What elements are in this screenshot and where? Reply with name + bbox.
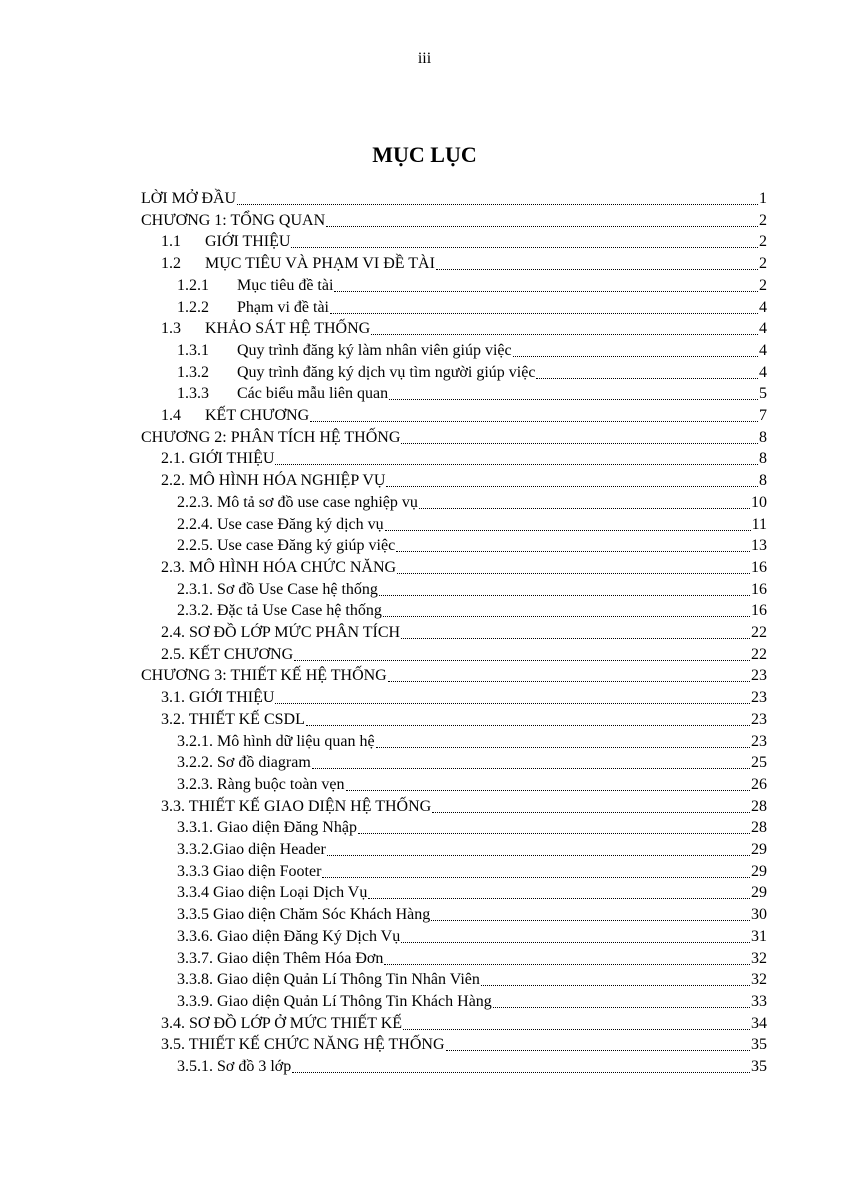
- toc-dot-leader: [388, 680, 750, 682]
- toc-entry[interactable]: [141, 210, 767, 231]
- toc-entry-label: 3.3.6. Giao diện Đăng Ký Dịch Vụ: [177, 927, 401, 945]
- toc-entry-page: 23: [751, 710, 767, 728]
- toc-entry-label: 3.3.9. Giao diện Quản Lí Thông Tin Khách Hàng: [177, 992, 492, 1010]
- toc-entry-number: 1.3.1: [177, 341, 209, 359]
- toc-entry-page: 16: [751, 602, 767, 620]
- toc-dot-leader: [385, 529, 751, 531]
- toc-entry-page: 2: [759, 211, 767, 229]
- toc-entry-page: 8: [759, 450, 767, 468]
- toc-entry-page: 8: [759, 472, 767, 490]
- toc-entry-label: 2.2. MÔ HÌNH HÓA NGHIỆP VỤ: [161, 472, 386, 490]
- toc-entry-number: 1.3.3: [177, 385, 209, 403]
- toc-entry[interactable]: [161, 231, 767, 252]
- page-number: iii: [417, 50, 432, 67]
- toc-entry-page: 8: [759, 428, 767, 446]
- toc-entry-page: 25: [751, 754, 767, 772]
- toc-dot-leader: [291, 246, 758, 248]
- toc-entry-label: Quy trình đăng ký làm nhân viên giúp việc: [237, 341, 512, 359]
- toc-entry-page: 22: [751, 624, 767, 641]
- toc-entry-label: 3.4. SƠ ĐỒ LỚP Ở MỨC THIẾT KẾ: [161, 1014, 403, 1032]
- toc-entry[interactable]: [177, 492, 767, 513]
- toc-entry[interactable]: [161, 253, 767, 274]
- toc-entry-label: Phạm vi đề tài: [237, 298, 329, 316]
- toc-entry-label: 3.2.2. Sơ đồ diagram: [177, 754, 311, 772]
- toc-entry-page: 23: [751, 732, 767, 750]
- toc-entry-page: 31: [751, 927, 767, 945]
- toc-dot-leader: [436, 268, 758, 270]
- toc-dot-leader: [358, 832, 750, 834]
- toc-entry-label: MỤC TIÊU VÀ PHẠM VI ĐỀ TÀI: [205, 255, 435, 273]
- toc-entry[interactable]: [177, 861, 767, 882]
- toc-entry-label: 2.2.4. Use case Đăng ký dịch vụ: [177, 515, 384, 533]
- toc-entry-label: 3.3.4 Giao diện Loại Dịch Vụ: [177, 884, 368, 902]
- toc-dot-leader: [493, 1006, 750, 1008]
- toc-entry-label: 3.2.1. Mô hình dữ liệu quan hệ: [177, 732, 375, 750]
- toc-dot-leader: [292, 1071, 750, 1073]
- toc-entry-label: Quy trình đăng ký dịch vụ tìm người giúp việc: [237, 363, 536, 381]
- toc-entry[interactable]: [177, 275, 767, 296]
- toc-dot-leader: [403, 1028, 750, 1030]
- toc-entry-page: 2: [759, 233, 767, 251]
- toc-entry-label: 3.3.7. Giao diện Thêm Hóa Đơn: [177, 949, 384, 967]
- toc-entry-page: 29: [751, 841, 767, 858]
- toc-entry-page: 35: [751, 1058, 767, 1075]
- toc-entry-label: 2.4. SƠ ĐỒ LỚP MỨC PHÂN TÍCH: [161, 624, 401, 641]
- toc-dot-leader: [401, 637, 750, 639]
- toc-entry-label: 2.3. MÔ HÌNH HÓA CHỨC NĂNG: [161, 558, 397, 576]
- toc-entry[interactable]: [161, 318, 767, 339]
- toc-dot-leader: [401, 941, 750, 943]
- toc-dot-leader: [432, 811, 750, 813]
- toc-entry[interactable]: [141, 665, 767, 686]
- toc-dot-leader: [346, 789, 750, 791]
- toc-dot-leader: [330, 312, 758, 314]
- toc-entry-label: 3.3.1. Giao diện Đăng Nhập: [177, 819, 357, 837]
- toc-entry-page: 34: [751, 1014, 767, 1032]
- toc-entry-page: 32: [751, 949, 767, 967]
- toc-entry-page: 32: [751, 971, 767, 989]
- toc-entry-label: 2.2.3. Mô tả sơ đồ use case nghiệp vụ: [177, 493, 418, 511]
- toc-entry-number: 1.3: [161, 320, 181, 338]
- toc-entry[interactable]: [177, 904, 767, 925]
- toc-dot-leader: [306, 724, 750, 726]
- toc-dot-leader: [384, 963, 750, 965]
- toc-entry-page: 33: [751, 992, 767, 1010]
- toc-entry[interactable]: [161, 687, 767, 708]
- toc-dot-leader: [326, 225, 758, 227]
- toc-entry-page: 10: [751, 493, 767, 511]
- toc-entry-label: 3.3. THIẾT KẾ GIAO DIỆN HỆ THỐNG: [161, 797, 432, 815]
- toc-entry-label: 2.3.2. Đặc tả Use Case hệ thống: [177, 602, 382, 620]
- toc-dot-leader: [383, 615, 750, 617]
- toc-entry[interactable]: [141, 188, 767, 209]
- toc-dot-leader: [379, 594, 750, 596]
- toc-dot-leader: [371, 333, 758, 335]
- toc-entry-page: 29: [751, 884, 767, 902]
- toc-entry-page: 5: [759, 385, 767, 403]
- toc-dot-leader: [376, 746, 750, 748]
- toc-dot-leader: [368, 897, 750, 899]
- toc-entry-label: KHẢO SÁT HỆ THỐNG: [205, 320, 371, 338]
- toc-entry[interactable]: [177, 839, 767, 860]
- toc-entry-page: 16: [751, 558, 767, 576]
- toc-entry[interactable]: [177, 600, 767, 621]
- toc-entry-page: 2: [759, 255, 767, 273]
- toc-entry[interactable]: [177, 340, 767, 361]
- toc-entry[interactable]: [161, 405, 767, 426]
- toc-entry-page: 4: [759, 341, 767, 359]
- toc-dot-leader: [396, 550, 750, 552]
- toc-entry[interactable]: [177, 969, 767, 990]
- toc-entry-page: 13: [751, 537, 767, 555]
- toc-entry[interactable]: [161, 796, 767, 817]
- toc-dot-leader: [481, 984, 750, 986]
- toc-entry[interactable]: [177, 731, 767, 752]
- toc-dot-leader: [446, 1049, 750, 1051]
- toc-entry-page: 28: [751, 819, 767, 837]
- toc-entry[interactable]: [161, 557, 767, 578]
- toc-entry-page: 16: [751, 580, 767, 598]
- toc-entry-number: 1.2.2: [177, 298, 209, 316]
- toc-entry-label: CHƯƠNG 1: TỔNG QUAN: [141, 211, 326, 229]
- toc-entry-label: 3.2. THIẾT KẾ CSDL: [161, 710, 305, 728]
- toc-entry-label: KẾT CHƯƠNG: [205, 407, 310, 424]
- toc-entry-page: 23: [751, 689, 767, 707]
- toc-entry-page: 23: [751, 667, 767, 685]
- toc-entry-label: GIỚI THIỆU: [205, 233, 291, 251]
- toc-entry-page: 1: [759, 190, 767, 207]
- toc-dot-leader: [334, 290, 758, 292]
- toc-entry-page: 26: [751, 775, 767, 793]
- toc-dot-leader: [389, 398, 758, 400]
- toc-entry-page: 4: [759, 320, 767, 338]
- toc-entry-number: 1.2: [161, 255, 181, 273]
- toc-entry-label: Mục tiêu đề tài: [237, 276, 334, 294]
- toc-dot-leader: [275, 463, 758, 465]
- toc-entry[interactable]: [141, 427, 767, 448]
- toc-dot-leader: [322, 876, 750, 878]
- toc-entry[interactable]: [161, 644, 767, 665]
- toc-entry[interactable]: [177, 882, 767, 903]
- toc-entry-label: CHƯƠNG 2: PHÂN TÍCH HỆ THỐNG: [141, 428, 401, 446]
- toc-dot-leader: [513, 355, 758, 357]
- toc-entry-page: 22: [751, 645, 767, 663]
- toc-entry-page: 35: [751, 1036, 767, 1054]
- toc-entry[interactable]: [161, 1034, 767, 1055]
- toc-entry-page: 30: [751, 906, 767, 924]
- toc-entry-page: 2: [759, 276, 767, 294]
- toc-entry[interactable]: [177, 774, 767, 795]
- toc-dot-leader: [275, 702, 750, 704]
- toc-entry-label: 3.2.3. Ràng buộc toàn vẹn: [177, 775, 345, 793]
- toc-dot-leader: [397, 572, 750, 574]
- toc-title: MỤC LỤC: [372, 142, 477, 167]
- toc-entry-label: 3.3.3 Giao diện Footer: [177, 862, 322, 880]
- toc-entry[interactable]: [177, 926, 767, 947]
- toc-entry[interactable]: [177, 514, 767, 535]
- toc-entry[interactable]: [177, 362, 767, 383]
- toc-entry-label: 3.1. GIỚI THIỆU: [161, 689, 275, 707]
- toc-entry[interactable]: [177, 752, 767, 773]
- toc-entry[interactable]: [177, 297, 767, 318]
- toc-entry-page: 28: [751, 797, 767, 815]
- toc-entry[interactable]: [161, 470, 767, 491]
- toc-dot-leader: [312, 767, 750, 769]
- toc-entry-number: 1.4: [161, 407, 181, 424]
- toc-dot-leader: [310, 420, 758, 422]
- toc-dot-leader: [401, 442, 758, 444]
- toc-entry-label: 3.3.8. Giao diện Quản Lí Thông Tin Nhân Viên: [177, 971, 480, 989]
- toc-dot-leader: [536, 377, 758, 379]
- toc-entry-page: 29: [751, 862, 767, 880]
- toc-entry-label: CHƯƠNG 3: THIẾT KẾ HỆ THỐNG: [141, 667, 387, 685]
- toc-entry-number: 1.3.2: [177, 363, 209, 381]
- toc-entry-label: 3.3.2.Giao diện Header: [177, 841, 326, 858]
- toc-dot-leader: [237, 203, 758, 205]
- toc-dot-leader: [327, 854, 750, 856]
- toc-entry[interactable]: [177, 535, 767, 556]
- toc-entry-label: 2.2.5. Use case Đăng ký giúp việc: [177, 537, 396, 555]
- toc-entry-page: 11: [751, 515, 767, 533]
- toc-entry[interactable]: [177, 1056, 767, 1077]
- toc-entry[interactable]: [177, 991, 767, 1012]
- toc-entry[interactable]: [177, 383, 767, 404]
- toc-entry[interactable]: [177, 817, 767, 838]
- toc-entry-page: 7: [759, 407, 767, 424]
- toc-entry-label: 3.5. THIẾT KẾ CHỨC NĂNG HỆ THỐNG: [161, 1036, 445, 1054]
- toc-entry-number: 1.2.1: [177, 276, 209, 294]
- toc-entry-label: 3.3.5 Giao diện Chăm Sóc Khách Hàng: [177, 906, 431, 924]
- toc-entry-label: 2.1. GIỚI THIỆU: [161, 450, 275, 468]
- toc-entry-label: 2.3.1. Sơ đồ Use Case hệ thống: [177, 580, 378, 598]
- toc-dot-leader: [419, 507, 750, 509]
- toc-entry-page: 4: [759, 298, 767, 316]
- toc-entry[interactable]: [161, 709, 767, 730]
- toc-entry-label: LỜI MỞ ĐẦU: [141, 190, 237, 207]
- toc-entry[interactable]: [177, 579, 767, 600]
- toc-entry-number: 1.1: [161, 233, 181, 251]
- toc-entry[interactable]: [177, 948, 767, 969]
- toc-entry[interactable]: [161, 622, 767, 643]
- toc-dot-leader: [431, 919, 750, 921]
- toc-entry-label: 2.5. KẾT CHƯƠNG: [161, 645, 294, 663]
- toc-entry[interactable]: [161, 448, 767, 469]
- toc-entry-page: 4: [759, 363, 767, 381]
- toc-entry-label: 3.5.1. Sơ đồ 3 lớp: [177, 1058, 292, 1075]
- toc-entry-label: Các biểu mẫu liên quan: [237, 385, 389, 403]
- toc-dot-leader: [294, 659, 750, 661]
- toc-entry[interactable]: [161, 1013, 767, 1034]
- toc-dot-leader: [386, 485, 758, 487]
